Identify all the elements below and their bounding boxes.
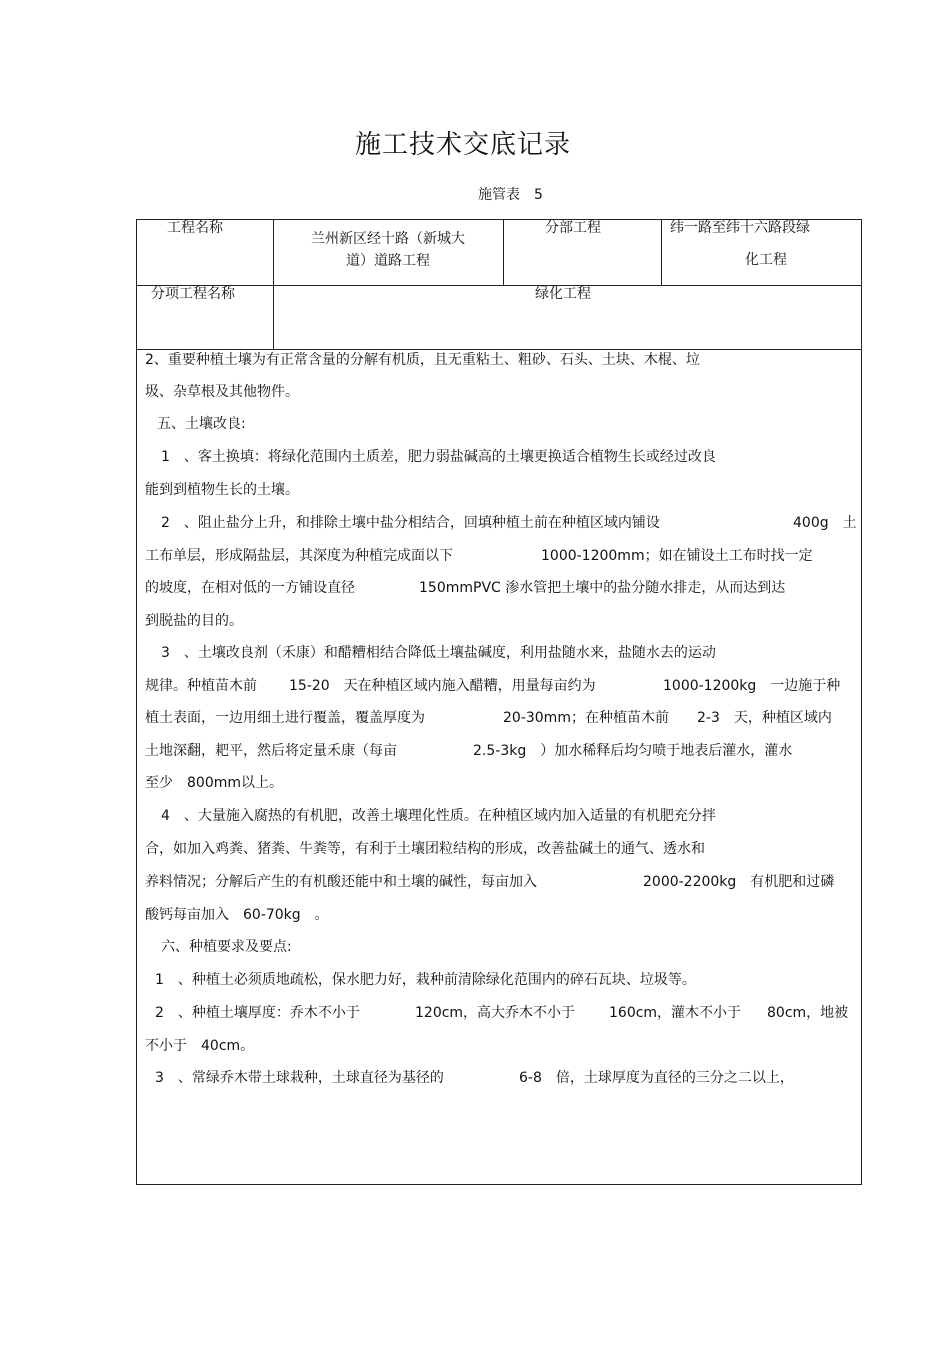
content-line-value: 2.5-3kg ）加水稀释后均匀喷于地表后灌水，灌水: [473, 743, 793, 759]
content-line: 3 、土壤改良剂（禾康）和醋糟相结合降低土壤盐碱度，利用盐随水来，盐随水去的运动: [161, 645, 716, 661]
content-line: 不小于 40cm。: [145, 1038, 255, 1054]
division-line2: 化工程: [745, 252, 787, 268]
content-line: 到脱盐的目的。: [145, 613, 243, 629]
content-line-value: 2000-2200kg 有机肥和过磷: [643, 874, 835, 890]
project-name-label: 工程名称: [167, 220, 223, 236]
content-line-value: 160cm，灌木不小于: [609, 1005, 742, 1021]
form-label: 施管表: [478, 187, 520, 203]
content-line: 圾、杂草根及其他物件。: [145, 384, 299, 400]
content-line: 3 、常绿乔木带土球栽种，土球直径为基径的: [155, 1070, 444, 1086]
content-line-value: 20-30mm；在种植苗木前: [503, 710, 669, 726]
content-line-value: 120cm，高大乔木不小于: [415, 1005, 576, 1021]
content-line: 2 、阻止盐分上升，和排除土壤中盐分相结合，回填种植土前在种植区域内铺设: [161, 515, 660, 531]
division-label: 分部工程: [545, 220, 601, 236]
division-line1: 纬一路至纬十六路段绿: [670, 220, 810, 236]
document-title: 施工技术交底记录: [354, 130, 571, 160]
section-heading: 六、种植要求及要点:: [161, 939, 292, 955]
disclosure-table: [136, 219, 862, 1185]
content-line: 1 、客土换填：将绿化范围内土质差，肥力弱盐碱高的土壤更换适合植物生长或经过改良: [161, 449, 716, 465]
subitem-value: 绿化工程: [535, 286, 591, 302]
content-line: 能到到植物生长的土壤。: [145, 482, 299, 498]
form-number-value: 5: [534, 187, 543, 203]
content-line: 2、重要种植土壤为有正常含量的分解有机质，且无重粘土、粗砂、石头、土块、木棍、垃: [145, 352, 700, 368]
content-line: 酸钙每亩加入 60-70kg 。: [145, 907, 329, 923]
content-line: 工布单层，形成隔盐层，其深度为种植完成面以下: [145, 548, 453, 564]
content-line: 至少 800mm以上。: [145, 775, 283, 791]
content-line-value: 2-3 天，种植区域内: [697, 710, 832, 726]
content-line: 1 、种植土必须质地疏松，保水肥力好，栽种前清除绿化范围内的碎石瓦块、垃圾等。: [155, 972, 696, 988]
form-number: [478, 184, 543, 204]
content-line: 养料情况；分解后产生的有机酸还能中和土壤的碱性，每亩加入: [145, 874, 537, 890]
project-name-line1: 兰州新区经十路（新城大: [311, 231, 465, 247]
content-line: 的坡度，在相对低的一方铺设直径: [145, 580, 355, 596]
subitem-label: 分项工程名称: [151, 286, 235, 302]
content-line-value: 6-8 倍，土球厚度为直径的三分之二以上，: [519, 1070, 794, 1086]
col-divider: [273, 220, 274, 349]
content-line-value: 1000-1200mm；如在铺设土工布时找一定: [541, 548, 813, 564]
content-line: 合，如加入鸡粪、猪粪、牛粪等，有利于土壤团粒结构的形成，改善盐碱土的通气、透水和: [145, 841, 705, 857]
col-divider: [661, 220, 662, 285]
content-line-value: 400g 土: [793, 515, 857, 531]
division-value: [667, 218, 861, 270]
content-line-value: 80cm，地被: [767, 1005, 849, 1021]
project-name-value: [275, 229, 501, 271]
section-heading: 五、土壤改良:: [157, 416, 246, 432]
content-line-value: 15-20 天在种植区域内施入醋糟，用量每亩约为: [289, 678, 596, 694]
content-line: 4 、大量施入腐热的有机肥，改善土壤理化性质。在种植区域内加入适量的有机肥充分拌: [161, 808, 716, 824]
content-line: 规律。种植苗木前: [145, 678, 257, 694]
col-divider: [503, 220, 504, 285]
content-line: 土地深翻，耙平，然后将定量禾康（每亩: [145, 743, 397, 759]
project-name-line2: 道）道路工程: [346, 253, 430, 269]
content-line: 植土表面，一边用细土进行覆盖，覆盖厚度为: [145, 710, 425, 726]
content-line-value: 150mmPVC 渗水管把土壤中的盐分随水排走，从而达到达: [419, 580, 786, 596]
row-divider: [137, 285, 861, 286]
content-line: 2 、种植土壤厚度：乔木不小于: [155, 1005, 360, 1021]
content-line-value: 1000-1200kg 一边施于种: [663, 678, 841, 694]
